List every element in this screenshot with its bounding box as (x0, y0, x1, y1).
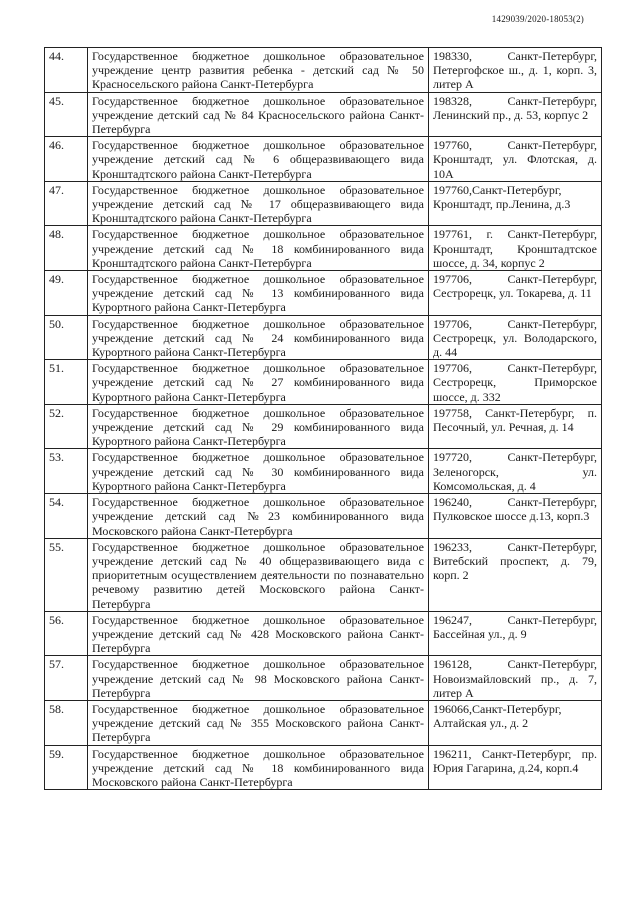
institution-name: Государственное бюджетное дошкольное образовательное учреждение центр развития ребенка - детский сад № 50 Красносельского района Санкт-Петербурга (88, 48, 429, 93)
row-number: 50. (45, 315, 88, 360)
institution-address: 196066,Санкт-Петербург, Алтайская ул., д. 2 (429, 700, 602, 745)
institution-name: Государственное бюджетное дошкольное образовательное учреждение детский сад № 355 Московского района Санкт-Петербурга (88, 700, 429, 745)
institution-name: Государственное бюджетное дошкольное образовательное учреждение детский сад №23 комбинированного вида Московского района Санкт-Петербурга (88, 494, 429, 539)
institution-address: 198330, Санкт-Петербург, Петергофское ш., д. 1, корп. 3, литер А (429, 48, 602, 93)
institution-address: 197761, г. Санкт-Петербург, Кронштадт, Кронштадтское шоссе, д. 34, корпус 2 (429, 226, 602, 271)
institution-address: 197758, Санкт-Петербург, п. Песочный, ул. Речная, д. 14 (429, 404, 602, 449)
table-row (45, 611, 602, 656)
table-row (45, 271, 602, 316)
table-row (45, 404, 602, 449)
institution-name: Государственное бюджетное дошкольное образовательное учреждение детский сад № 18 комбинированного вида Московского района Санкт-Петербурга (88, 745, 429, 790)
institution-name: Государственное бюджетное дошкольное образовательное учреждение детский сад № 84 Красносельского района Санкт-Петербурга (88, 92, 429, 137)
row-number: 46. (45, 137, 88, 182)
institution-name: Государственное бюджетное дошкольное образовательное учреждение детский сад № 18 комбинированного вида Кронштадтского района Санкт-Петербурга (88, 226, 429, 271)
row-number: 45. (45, 92, 88, 137)
row-number: 49. (45, 271, 88, 316)
table-row (45, 360, 602, 405)
institution-address: 196128, Санкт-Петербург, Новоизмайловский пр., д. 7, литер А (429, 656, 602, 701)
table-row (45, 48, 602, 93)
row-number: 57. (45, 656, 88, 701)
institution-name: Государственное бюджетное дошкольное образовательное учреждение детский сад № 13 комбинированного вида Курортного района Санкт-Петербурга (88, 271, 429, 316)
institution-address: 197760,Санкт-Петербург, Кронштадт, пр.Ленина, д.3 (429, 181, 602, 226)
institution-name: Государственное бюджетное дошкольное образовательное учреждение детский сад № 17 общеразвивающего вида Кронштадтского района Санкт-Петербурга (88, 181, 429, 226)
table-row (45, 745, 602, 790)
institution-address: 196233, Санкт-Петербург, Витебский проспект, д. 79, корп. 2 (429, 538, 602, 611)
row-number: 53. (45, 449, 88, 494)
institution-address: 197706, Санкт-Петербург, Сестрорецк, ул. Токарева, д. 11 (429, 271, 602, 316)
institution-name: Государственное бюджетное дошкольное образовательное учреждение детский сад № 428 Московского района Санкт-Петербурга (88, 611, 429, 656)
institution-address: 197760, Санкт-Петербург, Кронштадт, ул. Флотская, д. 10А (429, 137, 602, 182)
institution-name: Государственное бюджетное дошкольное образовательное учреждение детский сад № 40 общеразвивающего вида с приоритетным осуществлением деятельности по познавательно речевому развитию детей Московского района Санкт-Петербурга (88, 538, 429, 611)
institution-name: Государственное бюджетное дошкольное образовательное учреждение детский сад № 27 комбинированного вида Курортного района Санкт-Петербурга (88, 360, 429, 405)
table-row (45, 226, 602, 271)
institution-address: 197720, Санкт-Петербург, Зеленогорск, ул. Комсомольская, д. 4 (429, 449, 602, 494)
table-row (45, 181, 602, 226)
row-number: 48. (45, 226, 88, 271)
table-row (45, 494, 602, 539)
institution-name: Государственное бюджетное дошкольное образовательное учреждение детский сад № 6 общеразвивающего вида Кронштадтского района Санкт-Петербурга (88, 137, 429, 182)
table-row (45, 656, 602, 701)
row-number: 55. (45, 538, 88, 611)
kindergarten-registry-table (44, 47, 602, 790)
table-row (45, 700, 602, 745)
row-number: 59. (45, 745, 88, 790)
table-row (45, 449, 602, 494)
table-row (45, 538, 602, 611)
institution-address: 196247, Санкт-Петербург, Бассейная ул., д. 9 (429, 611, 602, 656)
table-row (45, 315, 602, 360)
institution-name: Государственное бюджетное дошкольное образовательное учреждение детский сад № 30 комбинированного вида Курортного района Санкт-Петербурга (88, 449, 429, 494)
institution-address: 197706, Санкт-Петербург, Сестрорецк, ул. Володарского, д. 44 (429, 315, 602, 360)
row-number: 56. (45, 611, 88, 656)
row-number: 54. (45, 494, 88, 539)
institution-name: Государственное бюджетное дошкольное образовательное учреждение детский сад № 98 Московского района Санкт-Петербурга (88, 656, 429, 701)
institution-name: Государственное бюджетное дошкольное образовательное учреждение детский сад № 29 комбинированного вида Курортного района Санкт-Петербурга (88, 404, 429, 449)
institution-name: Государственное бюджетное дошкольное образовательное учреждение детский сад № 24 комбинированного вида Курортного района Санкт-Петербурга (88, 315, 429, 360)
row-number: 47. (45, 181, 88, 226)
institution-address: 196211, Санкт-Петербург, пр. Юрия Гагарина, д.24, корп.4 (429, 745, 602, 790)
row-number: 51. (45, 360, 88, 405)
document-id: 1429039/2020-18053(2) (491, 14, 584, 24)
institution-address: 197706, Санкт-Петербург, Сестрорецк, Приморское шоссе, д. 332 (429, 360, 602, 405)
row-number: 58. (45, 700, 88, 745)
row-number: 52. (45, 404, 88, 449)
institution-address: 196240, Санкт-Петербург, Пулковское шоссе д.13, корп.3 (429, 494, 602, 539)
row-number: 44. (45, 48, 88, 93)
table-row (45, 137, 602, 182)
table-row (45, 92, 602, 137)
institution-address: 198328, Санкт-Петербург, Ленинский пр., д. 53, корпус 2 (429, 92, 602, 137)
